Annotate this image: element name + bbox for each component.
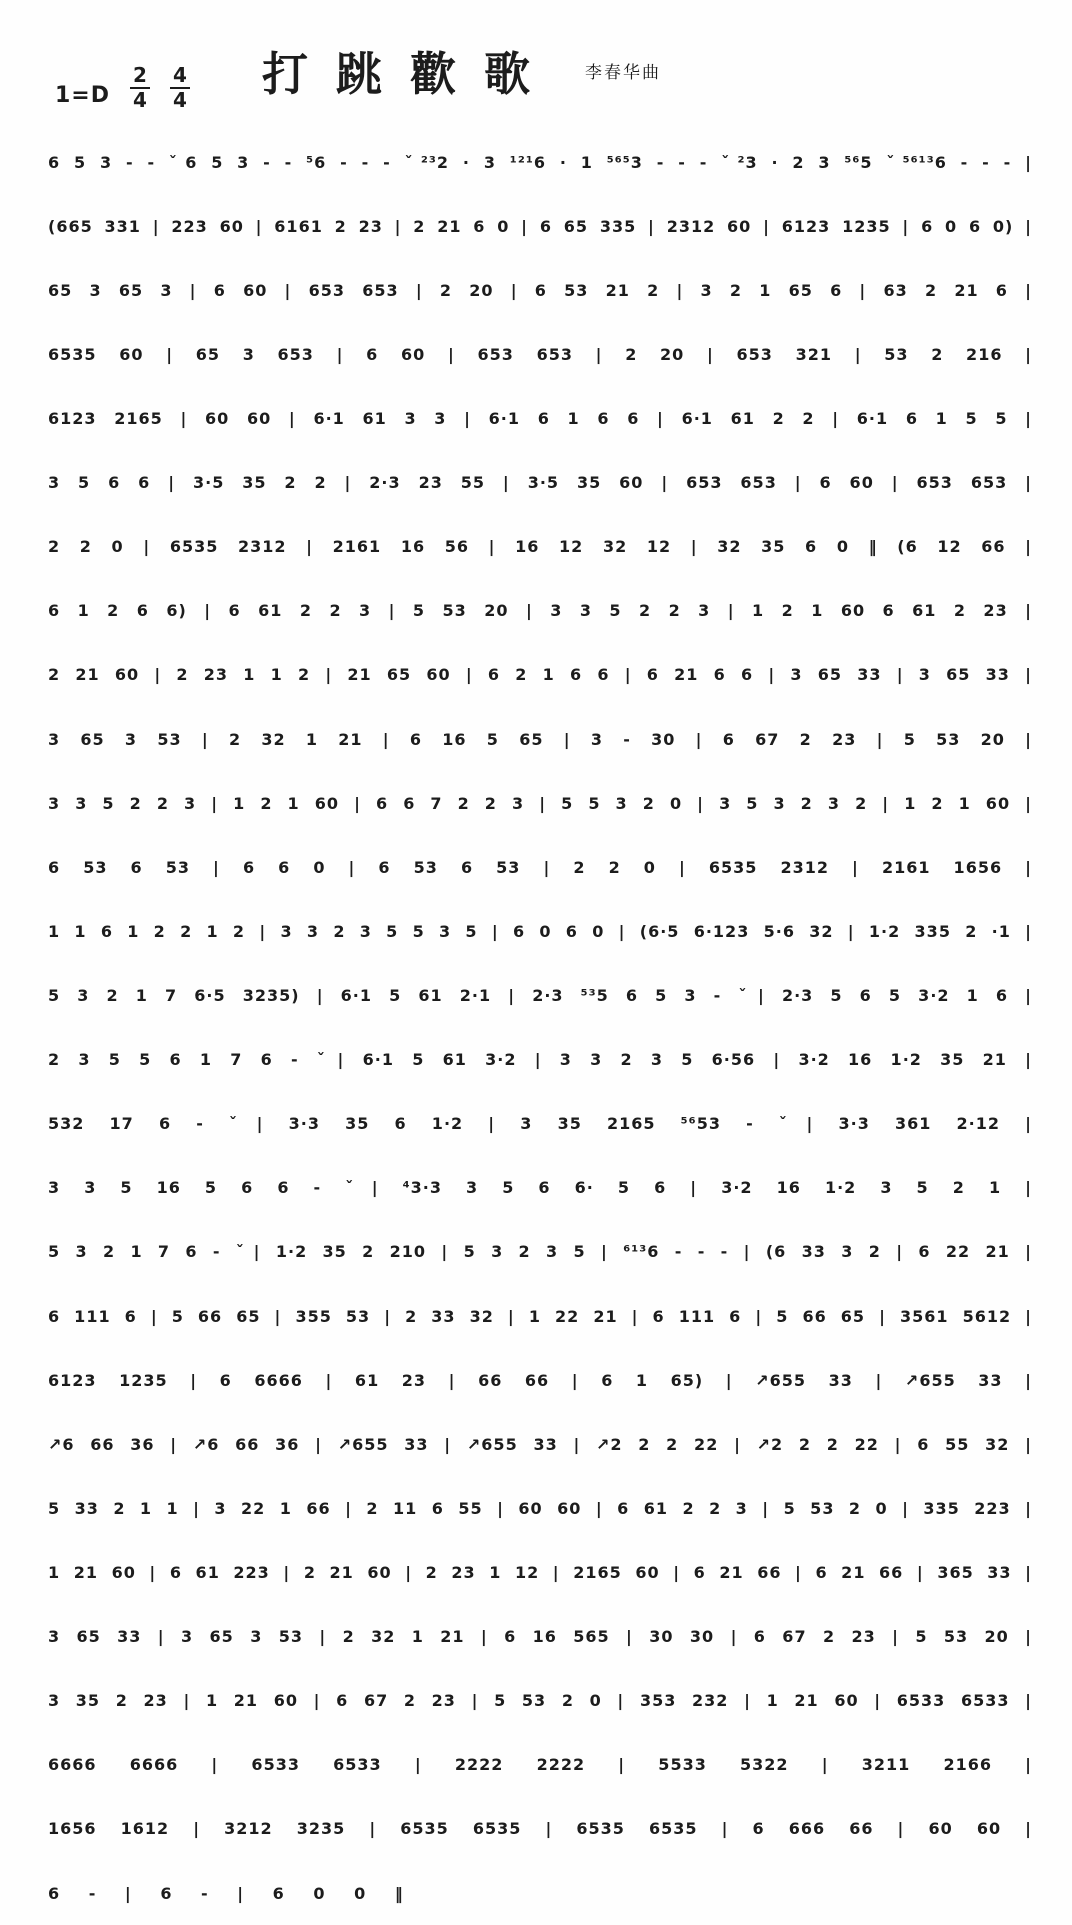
score-line-notes: 532 17 6 - ˇ| 3·3 35 6 1·2 | 3 35 2165 ⁵⁶53 - ˇ| 3·3 361 2·12 | — [48, 1114, 1032, 1134]
score-line-notes: 6 1 2 6 6) | 6 61 2 2 3 | 5 53 20 | 3 3 5 2 2 3 | 1 2 1 60 6 61 2 23 | — [48, 601, 1032, 621]
score-line — [48, 1733, 1032, 1797]
score-line-notes: 2 2 0 | 6535 2312 | 2161 16 56 | 16 12 32 12 | 32 35 6 0 ‖ (6 12 66 | — [48, 537, 1032, 557]
score-line-notes: 5 33 2 1 1 | 3 22 1 66 | 2 11 6 55 | 60 60 | 6 61 2 2 3 | 5 53 2 0 | 335 223 | — [48, 1498, 1032, 1518]
score-line — [48, 1861, 1032, 1925]
score-line — [48, 130, 1032, 194]
score-line — [48, 1540, 1032, 1604]
time-signature-denominator: 4 — [133, 88, 147, 112]
time-signature-numerator: 4 — [170, 64, 190, 89]
score-line — [48, 322, 1032, 386]
score-line-notes: 6123 2165 | 60 60 | 6·1 61 3 3 | 6·1 6 1 6 6 | 6·1 61 2 2 | 6·1 6 1 5 5 | — [48, 408, 1032, 428]
key-and-time-signatures — [55, 64, 190, 112]
score-line — [48, 1284, 1032, 1348]
score-line-notes: 65 3 65 3 | 6 60 | 653 653 | 2 20 | 6 53 21 2 | 3 2 1 65 6 | 63 2 21 6 | — [48, 280, 1032, 300]
score-line-notes: 6 - | 6 - | 6 0 0 ‖ — [48, 1883, 407, 1903]
score-line-notes: 2 3 5 5 6 1 7 6 - ˇ| 6·1 5 61 3·2 | 3 3 2 3 5 6·56 | 3·2 16 1·2 35 21 | — [48, 1050, 1032, 1070]
score-line-notes: 3 35 2 23 | 1 21 60 | 6 67 2 23 | 5 53 2 0 | 353 232 | 1 21 60 | 6533 6533 | — [48, 1691, 1032, 1711]
score-line — [48, 515, 1032, 579]
score-line — [48, 707, 1032, 771]
score-line — [48, 194, 1032, 258]
score-line-notes: ↗6 66 36 | ↗6 66 36 | ↗655 33 | ↗655 33 | ↗2 2 2 22 | ↗2 2 2 22 | 6 55 32 | — [48, 1434, 1032, 1454]
score-line — [48, 258, 1032, 322]
score-line — [48, 1092, 1032, 1156]
composer-credit: 李春华曲 — [585, 63, 661, 83]
score-line — [48, 771, 1032, 835]
time-signature-2-4 — [130, 64, 150, 112]
time-signature-4-4 — [170, 64, 190, 112]
score-line — [48, 1220, 1032, 1284]
score-line — [48, 1797, 1032, 1861]
score-line — [48, 963, 1032, 1027]
score-line-notes: 2 21 60 | 2 23 1 1 2 | 21 65 60 | 6 2 1 6 6 | 6 21 6 6 | 3 65 33 | 3 65 33 | — [48, 665, 1032, 685]
score-line — [48, 451, 1032, 515]
score-line — [48, 899, 1032, 963]
score-line-notes: 5 3 2 1 7 6 - ˇ| 1·2 35 2 210 | 5 3 2 3 5 | ⁶¹³6 - - - | (6 33 3 2 | 6 22 21 | — [48, 1242, 1032, 1262]
score-line-notes: 6123 1235 | 6 6666 | 61 23 | 66 66 | 6 1 65) | ↗655 33 | ↗655 33 | — [48, 1370, 1032, 1390]
score-line-notes: 6 111 6 | 5 66 65 | 355 53 | 2 33 32 | 1 22 21 | 6 111 6 | 5 66 65 | 3561 5612 | — [48, 1306, 1032, 1326]
score-line — [48, 579, 1032, 643]
score-body — [48, 130, 1032, 1925]
score-line-notes: 6 5 3 - - ˇ6 5 3 - - ⁵6 - - - ˇ²³2 · 3 ¹²¹6 · 1 ⁵⁶⁵3 - - - ˇ²3 · 2 3 ⁵⁶5 ˇ⁵⁶¹³6 - - - | — [48, 152, 1032, 172]
score-line-notes: 1656 1612 | 3212 3235 | 6535 6535 | 6535 6535 | 6 666 66 | 60 60 | — [48, 1819, 1032, 1839]
score-line — [48, 1412, 1032, 1476]
score-line — [48, 1669, 1032, 1733]
score-line — [48, 1156, 1032, 1220]
score-line-notes: 6 53 6 53 | 6 6 0 | 6 53 6 53 | 2 2 0 | 6535 2312 | 2161 1656 | — [48, 857, 1032, 877]
score-line — [48, 386, 1032, 450]
score-line — [48, 1476, 1032, 1540]
key-signature: 1=D — [55, 82, 111, 108]
score-line-notes: (665 331 | 223 60 | 6161 2 23 | 2 21 6 0 | 6 65 335 | 2312 60 | 6123 1235 | 6 0 6 0) | — [48, 216, 1032, 236]
score-line-notes: 1 21 60 | 6 61 223 | 2 21 60 | 2 23 1 12 | 2165 60 | 6 21 66 | 6 21 66 | 365 33 | — [48, 1562, 1032, 1582]
score-line — [48, 1028, 1032, 1092]
score-line — [48, 1605, 1032, 1669]
score-line-notes: 3 3 5 16 5 6 6 - ˇ| ⁴3·3 3 5 6 6· 5 6 | 3·2 16 1·2 3 5 2 1 | — [48, 1178, 1032, 1198]
piece-title: 打跳歡歌 — [262, 47, 558, 101]
score-line — [48, 835, 1032, 899]
score-line-notes: 3 5 6 6 | 3·5 35 2 2 | 2·3 23 55 | 3·5 35 60 | 653 653 | 6 60 | 653 653 | — [48, 473, 1032, 493]
score-line — [48, 643, 1032, 707]
score-line-notes: 5 3 2 1 7 6·5 3235) | 6·1 5 61 2·1 | 2·3 ⁵³5 6 5 3 - ˇ| 2·3 5 6 5 3·2 1 6 | — [48, 985, 1032, 1005]
score-line-notes: 3 65 3 53 | 2 32 1 21 | 6 16 5 65 | 3 - 30 | 6 67 2 23 | 5 53 20 | — [48, 729, 1032, 749]
score-line-notes: 6666 6666 | 6533 6533 | 2222 2222 | 5533 5322 | 3211 2166 | — [48, 1755, 1032, 1775]
score-line-notes: 3 65 33 | 3 65 3 53 | 2 32 1 21 | 6 16 565 | 30 30 | 6 67 2 23 | 5 53 20 | — [48, 1627, 1032, 1647]
score-line — [48, 1348, 1032, 1412]
time-signature-numerator: 2 — [130, 64, 150, 89]
time-signature-denominator: 4 — [172, 88, 187, 112]
score-line-notes: 6535 60 | 65 3 653 | 6 60 | 653 653 | 2 20 | 653 321 | 53 2 216 | — [48, 344, 1032, 364]
score-line-notes: 3 3 5 2 2 3 | 1 2 1 60 | 6 6 7 2 2 3 | 5 5 3 2 0 | 3 5 3 2 3 2 | 1 2 1 60 | — [48, 793, 1032, 813]
score-line-notes: 1 1 6 1 2 2 1 2 | 3 3 2 3 5 5 3 5 | 6 0 6 0 | (6·5 6·123 5·6 32 | 1·2 335 2 ·1 | — [48, 921, 1032, 941]
